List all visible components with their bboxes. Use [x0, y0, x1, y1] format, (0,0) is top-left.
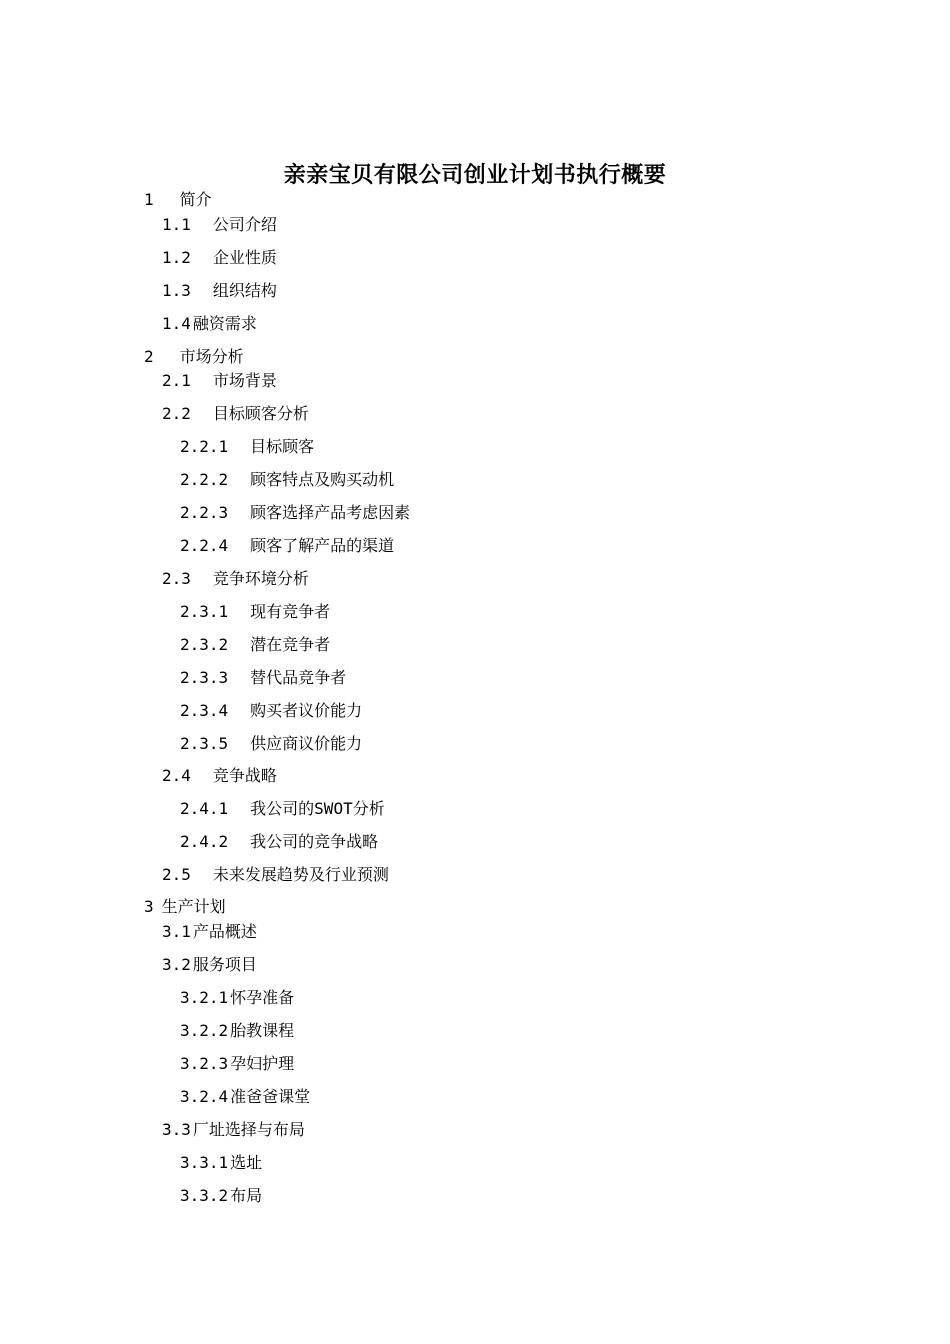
toc-entry [180, 536, 394, 556]
toc-entry-text: 市场背景 [212, 371, 277, 390]
toc-entry-number: 2.2.4 [180, 536, 229, 555]
toc-entry [162, 1120, 305, 1140]
toc-entry-text: 组织结构 [212, 281, 277, 300]
toc-entry-number: 2.4 [162, 766, 191, 785]
toc-entry-text: 现有竞争者 [250, 602, 331, 621]
toc-entry-text: 公司介绍 [212, 215, 277, 234]
toc-entry-text: 布局 [230, 1186, 263, 1205]
toc-entry-number: 2.2.2 [180, 470, 229, 489]
toc-entry-number: 1.2 [162, 248, 191, 267]
toc-entry-text: 未来发展趋势及行业预测 [212, 865, 389, 884]
toc-entry-text: 准爸爸课堂 [230, 1087, 311, 1106]
toc-entry-text: 简介 [179, 190, 212, 209]
toc-entry-number: 3.3.2 [180, 1186, 229, 1205]
toc-entry-number: 2.3.4 [180, 701, 229, 720]
toc-entry [162, 865, 389, 885]
toc-entry-number: 2.4.1 [180, 799, 229, 818]
toc-entry-text: 怀孕准备 [230, 988, 295, 1007]
toc-entry-text: 生产计划 [161, 897, 226, 916]
toc-entry [162, 404, 309, 424]
toc-entry-text: 胎教课程 [230, 1021, 295, 1040]
toc-entry-text: 潜在竞争者 [250, 635, 331, 654]
toc-entry [180, 832, 378, 852]
toc-entry-text: 孕妇护理 [230, 1054, 295, 1073]
toc-entry [180, 701, 362, 721]
toc-entry-number: 2.2.1 [180, 437, 229, 456]
toc-entry-text: 目标顾客分析 [212, 404, 309, 423]
toc-entry-number: 1.3 [162, 281, 191, 300]
toc-entry-text: 替代品竞争者 [250, 668, 347, 687]
toc-entry-number: 2.3.2 [180, 635, 229, 654]
toc-entry [180, 1153, 262, 1173]
toc-entry-number: 3.2 [162, 955, 191, 974]
toc-entry-number: 3.1 [162, 922, 191, 941]
toc-entry [162, 248, 277, 268]
toc-entry-number: 3.3 [162, 1120, 191, 1139]
toc-entry [162, 371, 277, 391]
toc-entry-number: 2.3.3 [180, 668, 229, 687]
toc-entry [144, 347, 244, 367]
toc-entry [180, 635, 330, 655]
toc-entry [180, 1186, 262, 1206]
toc-entry-number: 1 [144, 190, 154, 209]
toc-entry [162, 955, 257, 975]
toc-entry [180, 1021, 294, 1041]
toc-entry [180, 668, 346, 688]
toc-entry-text: 我公司的竞争战略 [250, 832, 379, 851]
toc-entry [180, 988, 294, 1008]
toc-entry-number: 2 [144, 347, 154, 366]
toc-entry [162, 569, 309, 589]
toc-entry [144, 190, 212, 210]
toc-entry [180, 1054, 294, 1074]
toc-entry [180, 1087, 310, 1107]
toc-entry-number: 1.4 [162, 314, 191, 333]
toc-entry-text: 供应商议价能力 [250, 734, 363, 753]
toc-entry-text: 竞争战略 [212, 766, 277, 785]
toc-entry [162, 281, 277, 301]
toc-entry-text: 产品概述 [192, 922, 257, 941]
toc-entry-text: 购买者议价能力 [250, 701, 363, 720]
toc-entry-text: 市场分析 [179, 347, 244, 366]
toc-entry-text: 服务项目 [192, 955, 257, 974]
toc-entry-text: 厂址选择与布局 [192, 1120, 305, 1139]
toc-entry-text: 选址 [230, 1153, 263, 1172]
toc-entry-number: 1.1 [162, 215, 191, 234]
toc-entry-number: 3.2.2 [180, 1021, 229, 1040]
toc-entry-number: 3.2.4 [180, 1087, 229, 1106]
toc-entry-number: 2.5 [162, 865, 191, 884]
toc-entry [180, 734, 362, 754]
toc-entry-number: 2.3 [162, 569, 191, 588]
toc-entry-text: 融资需求 [192, 314, 257, 333]
toc-entry-text: 顾客选择产品考虑因素 [250, 503, 411, 522]
toc-entry-number: 2.1 [162, 371, 191, 390]
toc-entry-number: 3.2.1 [180, 988, 229, 1007]
toc-entry-text: 竞争环境分析 [212, 569, 309, 588]
toc-entry [144, 897, 226, 917]
toc-entry-number: 3.3.1 [180, 1153, 229, 1172]
page-title: 亲亲宝贝有限公司创业计划书执行概要 [283, 162, 667, 188]
toc-entry-number: 2.3.1 [180, 602, 229, 621]
toc-entry-text: 顾客特点及购买动机 [250, 470, 395, 489]
toc-entry [162, 766, 277, 786]
toc-entry [180, 503, 410, 523]
toc-entry-number: 3.2.3 [180, 1054, 229, 1073]
toc-entry-text: 顾客了解产品的渠道 [250, 536, 395, 555]
toc-entry [180, 799, 385, 819]
toc-entry [162, 215, 277, 235]
toc-entry-number: 2.2.3 [180, 503, 229, 522]
toc-entry-text: 目标顾客 [250, 437, 315, 456]
toc-entry-text: 我公司的SWOT分析 [250, 799, 385, 818]
toc-entry-number: 3 [144, 897, 154, 916]
toc-entry-text: 企业性质 [212, 248, 277, 267]
toc-entry [180, 470, 394, 490]
toc-entry-number: 2.3.5 [180, 734, 229, 753]
toc-entry [180, 437, 314, 457]
toc-entry [162, 922, 257, 942]
toc-entry [180, 602, 330, 622]
toc-entry-number: 2.4.2 [180, 832, 229, 851]
toc-entry-number: 2.2 [162, 404, 191, 423]
toc-entry [162, 314, 257, 334]
